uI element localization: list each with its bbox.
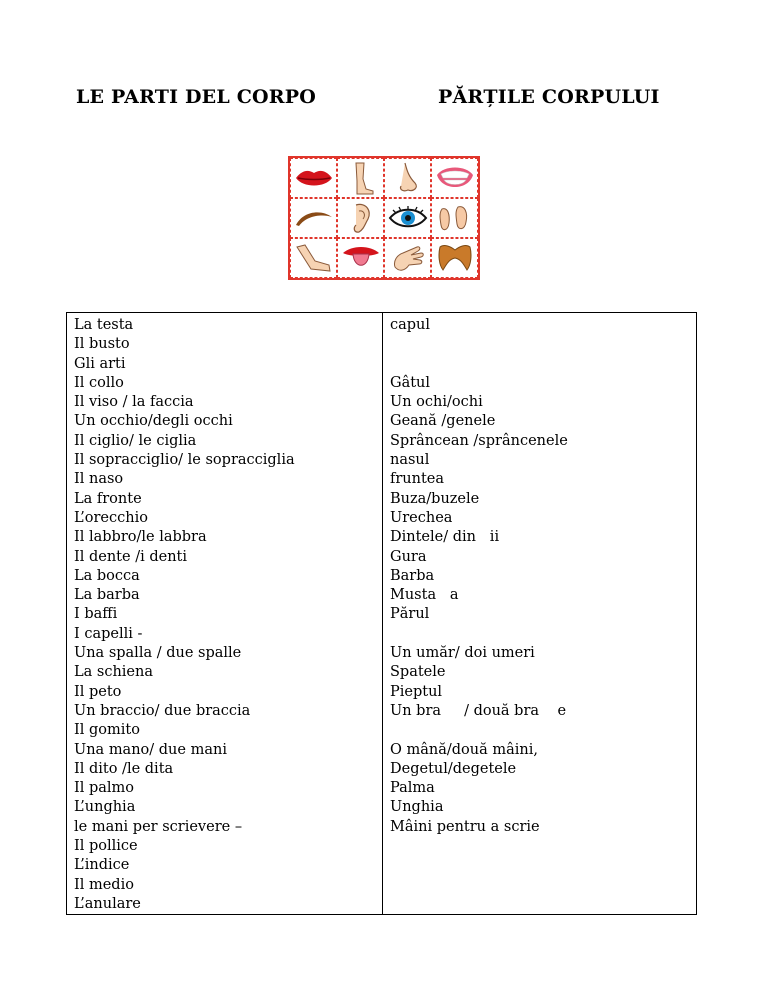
- italian-term: Il dente /i denti: [74, 548, 187, 565]
- hand-icon: [387, 241, 429, 275]
- romanian-term: Gâtul: [390, 374, 431, 391]
- italian-term: L’indice: [74, 857, 130, 874]
- italian-term: Il medio: [74, 876, 134, 893]
- moustache-icon: [434, 241, 476, 275]
- ear-icon: [340, 201, 382, 235]
- italian-term: Il labbro/le labbra: [74, 529, 207, 546]
- romanian-term: Degetul/degetele: [390, 760, 517, 777]
- italian-term: La testa: [74, 317, 134, 333]
- romanian-term: Un ochi/ochi: [390, 394, 483, 411]
- italian-term: L’anulare: [74, 895, 141, 912]
- italian-term: Il busto: [74, 336, 130, 353]
- romanian-term: Mâini pentru a scrie: [390, 818, 540, 835]
- romanian-term: Dintele/ din ii: [390, 529, 500, 546]
- eye-icon: [387, 201, 429, 235]
- italian-term: Il palmo: [74, 780, 135, 797]
- nose-cell: [384, 158, 431, 198]
- romanian-term: Unghia: [390, 799, 444, 816]
- romanian-term: Un umăr/ doi umeri: [390, 645, 535, 662]
- romanian-term: nasul: [390, 452, 430, 469]
- romanian-term: Spatele: [390, 664, 446, 681]
- arm-cell: [290, 238, 337, 278]
- leg-icon: [340, 161, 382, 195]
- italian-term: Il peto: [74, 683, 122, 700]
- italian-column: [74, 316, 295, 914]
- italian-term: L’unghia: [74, 799, 136, 816]
- moustache-cell: [431, 238, 478, 278]
- italian-term: Il viso / la faccia: [74, 394, 194, 411]
- romanian-term: Palma: [390, 780, 435, 797]
- tongue-icon: [340, 241, 382, 275]
- body-parts-image-grid: [288, 156, 480, 280]
- arm-icon: [293, 241, 335, 275]
- eyebrow-icon: [293, 201, 335, 235]
- feet-icon: [434, 201, 476, 235]
- italian-term: I baffi: [74, 606, 118, 623]
- italian-term: Il gomito: [74, 722, 140, 739]
- italian-term: Un occhio/degli occhi: [74, 413, 233, 430]
- romanian-column: [390, 316, 568, 837]
- title-italian: LE PARTI DEL CORPO: [76, 86, 317, 108]
- romanian-term: capul: [390, 317, 431, 333]
- romanian-term: fruntea: [390, 471, 445, 488]
- italian-term: Il dito /le dita: [74, 760, 174, 777]
- romanian-term: Sprâncean /sprâncenele: [390, 432, 568, 449]
- hand-cell: [384, 238, 431, 278]
- romanian-term: Gura: [390, 548, 427, 565]
- lips-icon: [293, 161, 335, 195]
- leg-cell: [337, 158, 384, 198]
- tongue-cell: [337, 238, 384, 278]
- romanian-term: Buza/buzele: [390, 490, 480, 507]
- italian-term: Una spalla / due spalle: [74, 645, 242, 662]
- italian-term: Il pollice: [74, 838, 138, 855]
- italian-term: La bocca: [74, 567, 140, 584]
- italian-term: La barba: [74, 587, 140, 604]
- italian-term: Una mano/ due mani: [74, 741, 227, 758]
- nose-icon: [387, 161, 429, 195]
- italian-term: Il naso: [74, 471, 124, 488]
- italian-term: L’orecchio: [74, 509, 148, 526]
- italian-term: Gli arti: [74, 355, 126, 372]
- italian-term: I capelli -: [74, 625, 143, 642]
- lips-cell: [290, 158, 337, 198]
- romanian-term: Urechea: [390, 509, 453, 526]
- italian-term: Il sopracciglio/ le sopracciglia: [74, 452, 295, 469]
- romanian-term: Pieptul: [390, 683, 443, 700]
- eyebrow-cell: [290, 198, 337, 238]
- feet-cell: [431, 198, 478, 238]
- italian-term: La fronte: [74, 490, 142, 507]
- romanian-term: O mână/două mâini,: [390, 741, 538, 758]
- teeth-icon: [434, 161, 476, 195]
- romanian-term: Geană /genele: [390, 413, 496, 430]
- italian-term: Il collo: [74, 374, 124, 391]
- romanian-term: [390, 721, 568, 740]
- italian-term: Un braccio/ due braccia: [74, 702, 251, 719]
- teeth-cell: [431, 158, 478, 198]
- romanian-term: Musta a: [390, 587, 459, 604]
- italian-term: Il ciglio/ le ciglia: [74, 432, 197, 449]
- romanian-term: Un bra / două bra e: [390, 702, 567, 719]
- title-romanian: PĂRȚILE CORPULUI: [438, 86, 660, 108]
- vocabulary-table: [66, 312, 697, 915]
- italian-term: La schiena: [74, 664, 153, 681]
- romanian-term: Barba: [390, 567, 435, 584]
- romanian-term: [390, 625, 568, 644]
- romanian-term: [390, 355, 568, 374]
- italian-term: le mani per scrievere –: [74, 818, 243, 835]
- column-divider: [382, 313, 383, 914]
- ear-cell: [337, 198, 384, 238]
- romanian-term: [390, 335, 568, 354]
- eye-cell: [384, 198, 431, 238]
- romanian-term: Părul: [390, 606, 430, 623]
